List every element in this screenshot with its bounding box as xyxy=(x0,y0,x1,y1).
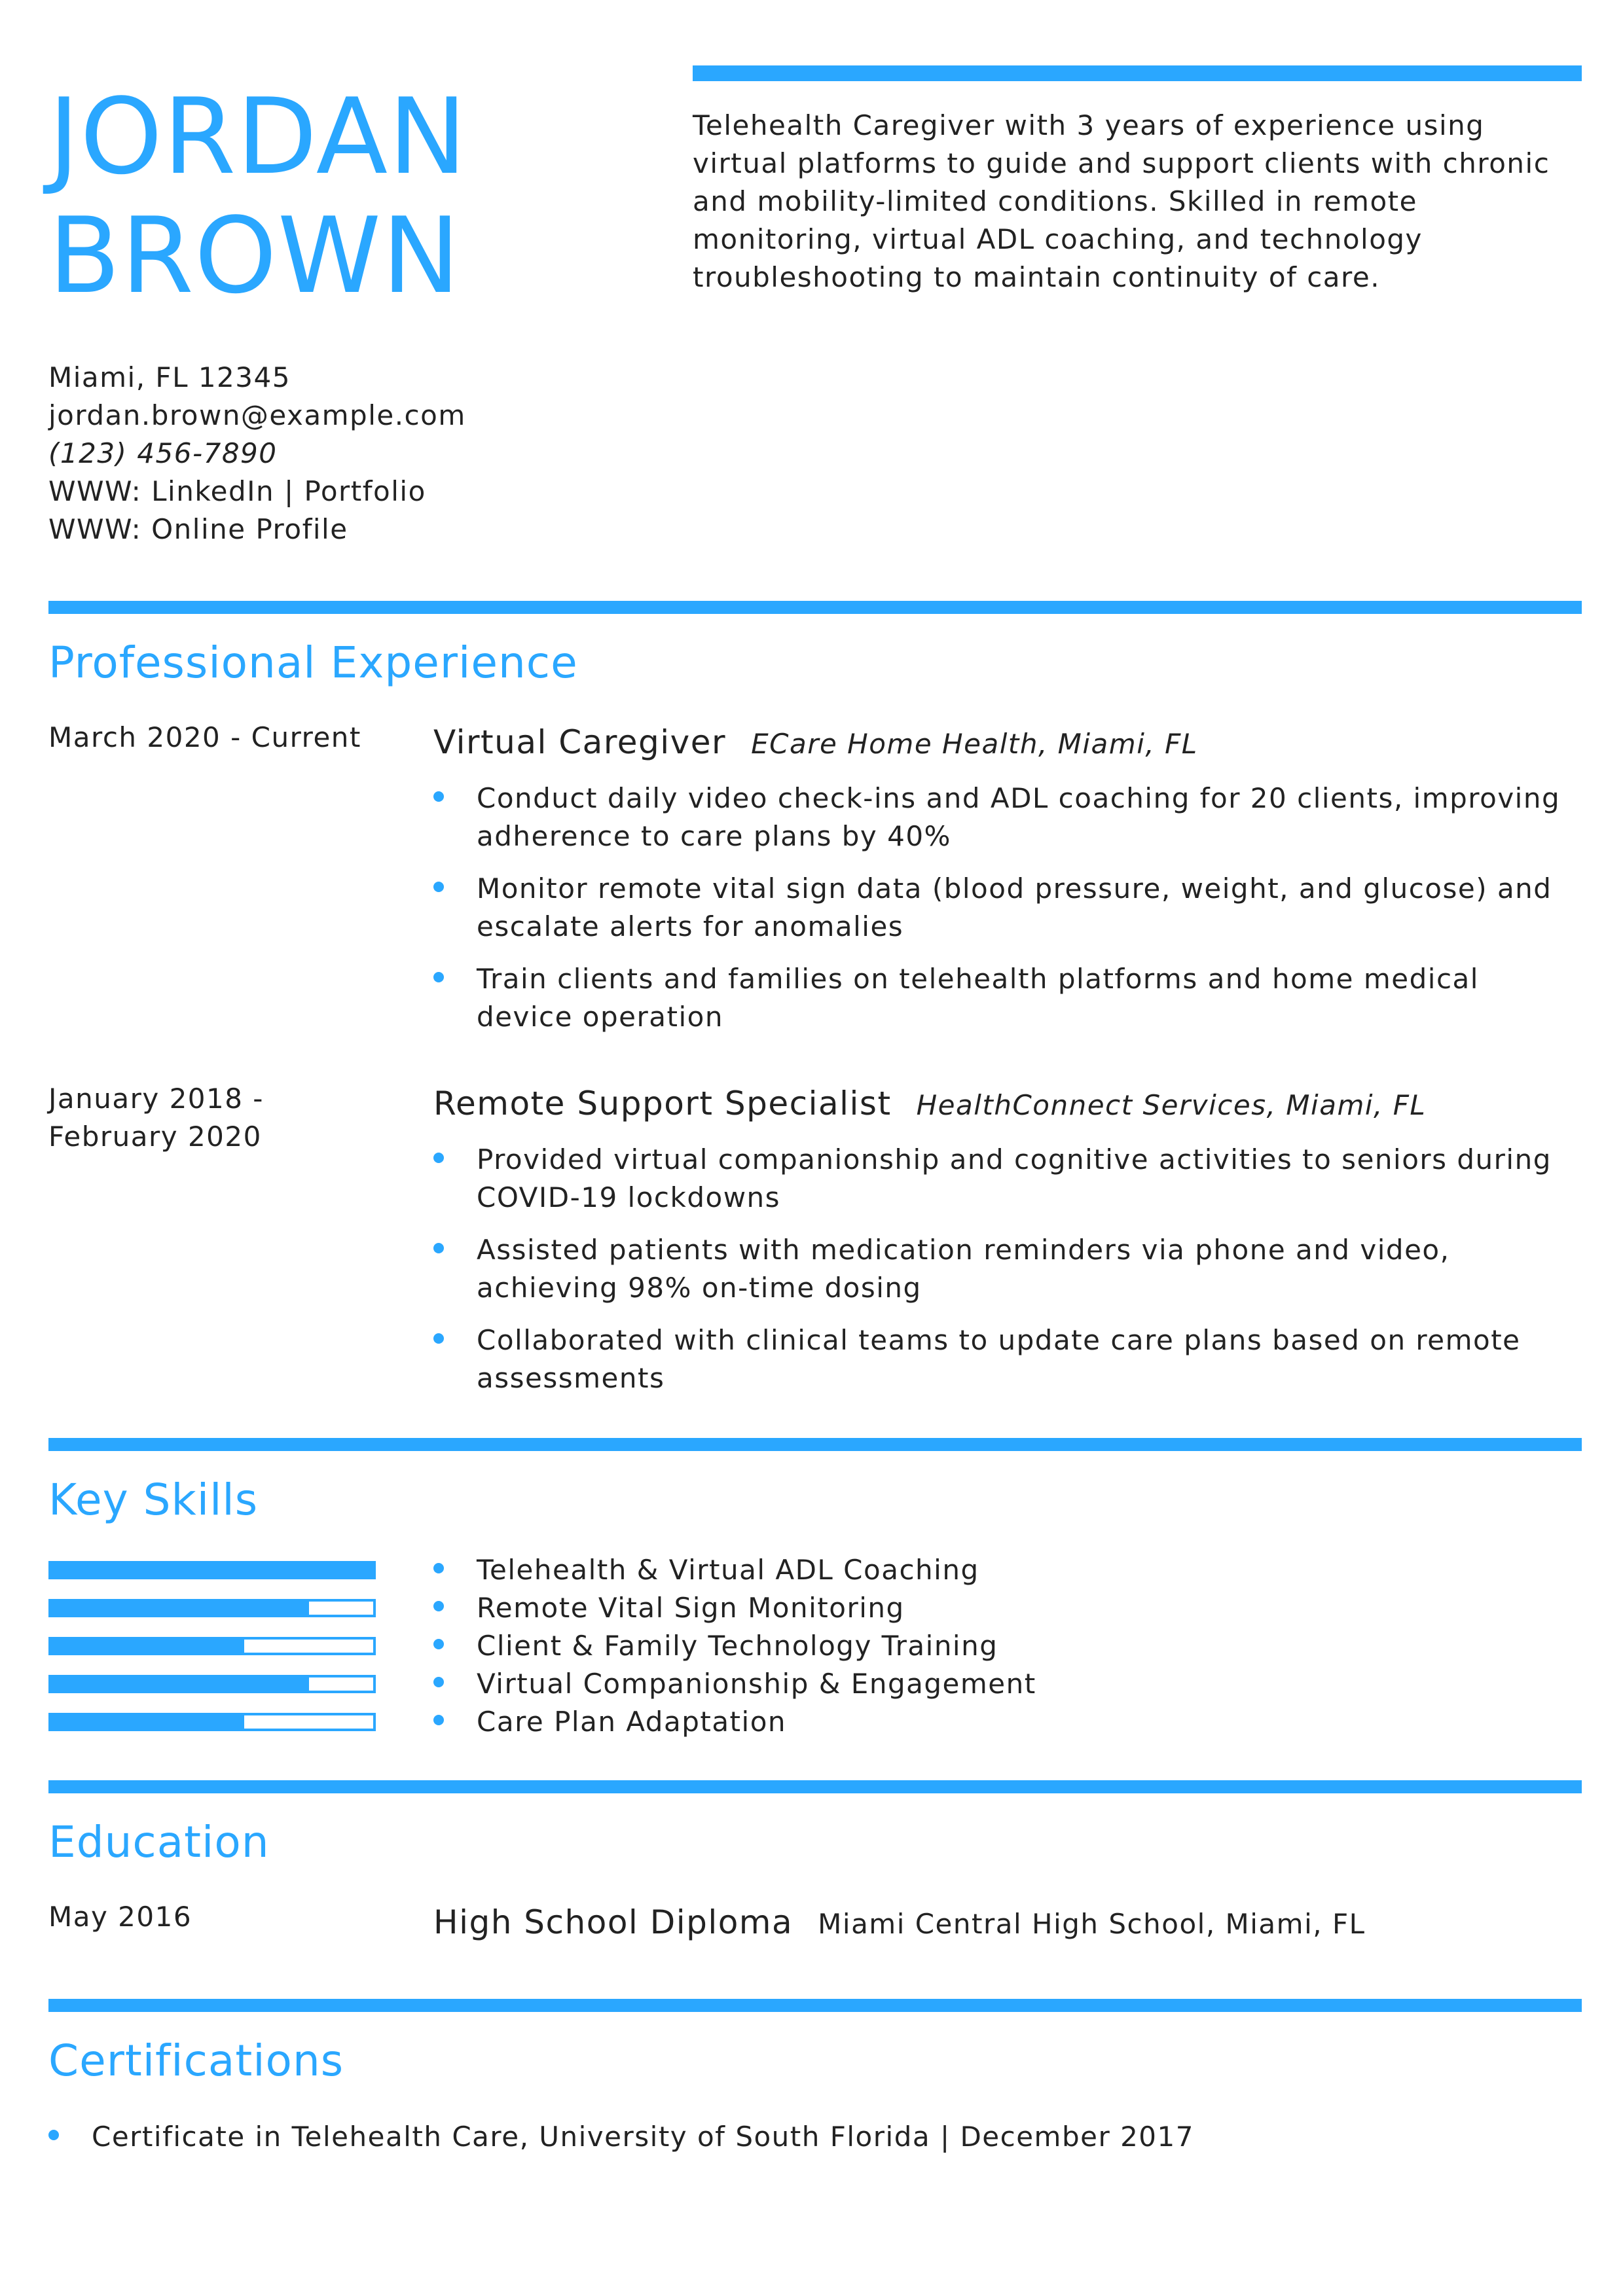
bullet-icon xyxy=(48,2130,59,2140)
education-heading: Education xyxy=(48,1817,270,1867)
education-degree: High School Diploma xyxy=(433,1903,793,1941)
bullet-icon xyxy=(433,1333,444,1344)
contact-address: Miami, FL 12345 xyxy=(48,361,291,393)
skill-level-fill xyxy=(51,1564,373,1577)
certification-item: Certificate in Telehealth Care, University of South Florida | December 2017 xyxy=(48,2118,1554,2156)
certifications-heading: Certifications xyxy=(48,2036,344,2086)
education-date: May 2016 xyxy=(48,1901,192,1933)
bullet-icon xyxy=(433,882,444,892)
bullet-icon xyxy=(433,1677,444,1687)
candidate-name xyxy=(48,77,467,315)
first-name: JORDAN xyxy=(48,75,467,198)
job-1-header xyxy=(433,721,1566,765)
list-item: Conduct daily video check-ins and ADL coaching for 20 clients, improving adherence to care plans by 40% xyxy=(433,780,1566,855)
job-1-title: Virtual Caregiver xyxy=(433,723,727,761)
contact-block xyxy=(48,359,466,548)
job-1-dates: March 2020 - Current xyxy=(48,721,361,753)
certifications-list xyxy=(48,2118,1554,2156)
contact-phone[interactable]: (123) 456-7890 xyxy=(48,437,278,469)
list-item: Provided virtual companionship and cognitive activities to seniors during COVID-19 lockdowns xyxy=(433,1141,1566,1217)
skills-heading: Key Skills xyxy=(48,1475,259,1525)
skill-level-bar xyxy=(48,1675,376,1693)
skills-rule xyxy=(48,1438,1582,1451)
bullet-icon xyxy=(433,1715,444,1725)
education-entry xyxy=(433,1901,1573,1945)
job-2-dates: January 2018 - February 2020 xyxy=(48,1083,264,1153)
experience-rule xyxy=(48,601,1582,614)
contact-links[interactable]: WWW: LinkedIn | Portfolio xyxy=(48,475,426,507)
skill-level-bar xyxy=(48,1637,376,1655)
professional-summary: Telehealth Caregiver with 3 years of experience using virtual platforms to guide and support clients with chronic and mobility-limited conditions. Skilled in remote monitoring, virtual ADL coaching, and technology troubleshooting to maintain continuity of care. xyxy=(693,109,1550,293)
job-2 xyxy=(433,1083,1566,1412)
bullet-icon xyxy=(433,1153,444,1163)
skill-item: Care Plan Adaptation xyxy=(433,1703,1546,1741)
bullet-icon xyxy=(433,1243,444,1253)
job-2-title: Remote Support Specialist xyxy=(433,1085,892,1122)
bullet-icon xyxy=(433,1639,444,1649)
skill-item: Client & Family Technology Training xyxy=(433,1627,1546,1665)
skill-level-bar xyxy=(48,1561,376,1579)
skill-item: Telehealth & Virtual ADL Coaching xyxy=(433,1551,1546,1589)
list-item: Assisted patients with medication reminders via phone and video, achieving 98% on-time dosing xyxy=(433,1231,1566,1307)
skill-level-fill xyxy=(51,1715,244,1729)
certifications-rule xyxy=(48,1999,1582,2012)
job-2-company: HealthConnect Services, Miami, FL xyxy=(916,1089,1427,1121)
bullet-icon xyxy=(433,791,444,802)
job-2-header xyxy=(433,1083,1566,1126)
skill-item: Virtual Companionship & Engagement xyxy=(433,1665,1546,1703)
education-rule xyxy=(48,1780,1582,1793)
list-item: Collaborated with clinical teams to update care plans based on remote assessments xyxy=(433,1321,1566,1397)
summary-top-rule xyxy=(693,65,1582,81)
skill-item: Remote Vital Sign Monitoring xyxy=(433,1589,1546,1627)
skill-level-bar xyxy=(48,1713,376,1731)
list-item: Monitor remote vital sign data (blood pressure, weight, and glucose) and escalate alerts for anomalies xyxy=(433,870,1566,946)
skill-level-bar xyxy=(48,1599,376,1617)
experience-heading: Professional Experience xyxy=(48,637,578,688)
bullet-icon xyxy=(433,1563,444,1573)
bullet-icon xyxy=(433,972,444,982)
list-item: Train clients and families on telehealth platforms and home medical device operation xyxy=(433,960,1566,1036)
last-name: BROWN xyxy=(48,194,461,317)
job-1-bullets xyxy=(433,780,1566,1036)
skills-list xyxy=(433,1551,1546,1741)
skill-level-fill xyxy=(51,1677,309,1691)
contact-profile[interactable]: WWW: Online Profile xyxy=(48,513,348,545)
contact-email[interactable]: jordan.brown@example.com xyxy=(48,399,466,431)
job-1-company: ECare Home Health, Miami, FL xyxy=(751,728,1198,760)
job-1 xyxy=(433,721,1566,1050)
skill-level-fill xyxy=(51,1602,309,1615)
education-school: Miami Central High School, Miami, FL xyxy=(818,1908,1366,1940)
skill-level-fill xyxy=(51,1640,244,1653)
bullet-icon xyxy=(433,1601,444,1611)
job-2-bullets xyxy=(433,1141,1566,1397)
